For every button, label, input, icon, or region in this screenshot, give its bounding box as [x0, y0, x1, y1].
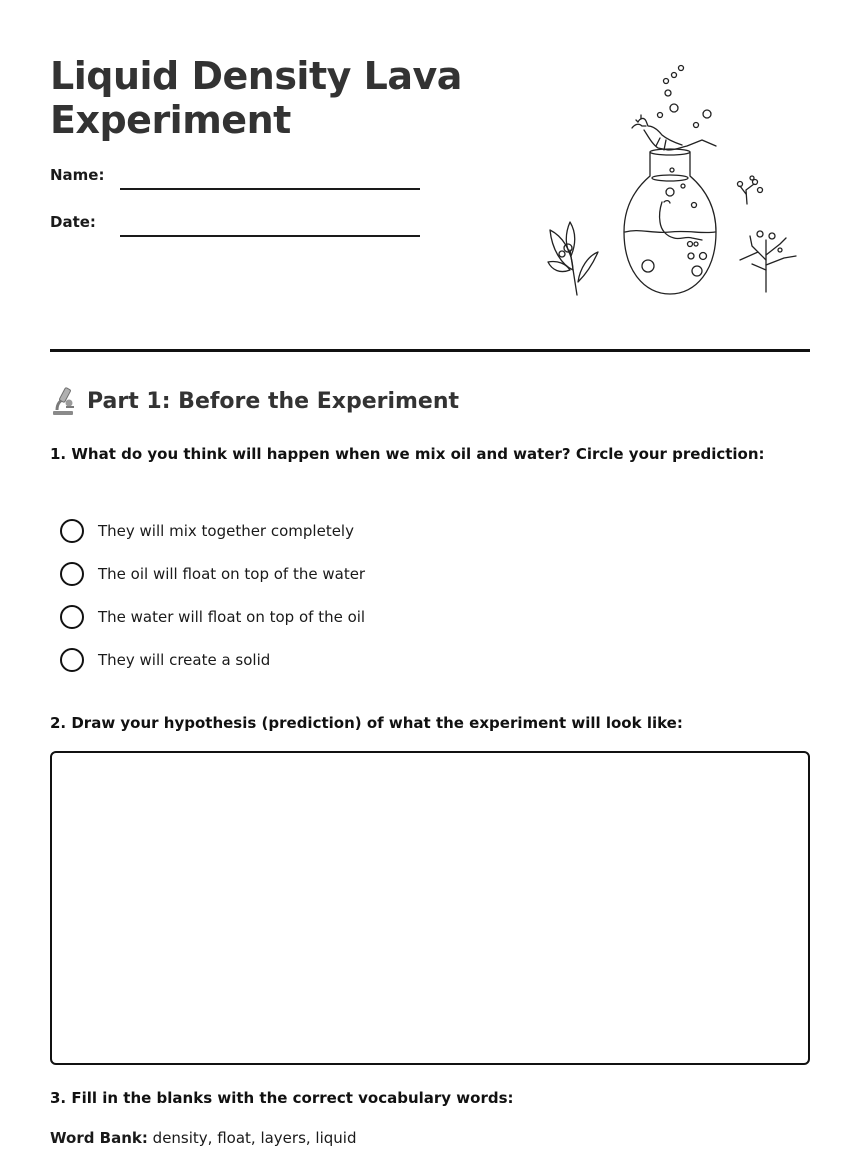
prediction-option[interactable]	[60, 595, 365, 638]
question-1: 1. What do you think will happen when we mix oil and water? Circle your prediction:	[50, 445, 765, 463]
question-3: 3. Fill in the blanks with the correct vocabulary words:	[50, 1089, 514, 1107]
title-line-1: Liquid Density Lava	[50, 54, 462, 98]
option-label: The oil will float on top of the water	[98, 564, 366, 583]
name-field[interactable]	[50, 166, 420, 196]
option-radio-circle[interactable]	[60, 605, 84, 629]
option-label: The water will float on top of the oil	[98, 607, 366, 626]
date-label: Date:	[50, 213, 96, 231]
part1-heading	[50, 386, 459, 416]
date-field[interactable]	[50, 213, 420, 243]
part1-heading-text: Part 1: Before the Experiment	[87, 388, 460, 414]
option-radio-circle[interactable]	[60, 562, 84, 586]
word-bank-words: density, float, layers, liquid	[152, 1129, 357, 1147]
name-label: Name:	[50, 166, 105, 184]
word-bank	[50, 1129, 356, 1147]
title-line-2: Experiment	[50, 98, 291, 142]
hypothesis-drawing-area[interactable]	[50, 751, 810, 1065]
microscope-icon	[50, 386, 77, 416]
option-radio-circle[interactable]	[60, 519, 84, 543]
name-write-line[interactable]	[120, 188, 420, 190]
option-label: They will mix together completely	[98, 521, 354, 540]
option-label: They will create a solid	[98, 650, 271, 669]
kangaroo-in-flask-illustration	[540, 60, 800, 300]
word-bank-label: Word Bank:	[50, 1129, 148, 1147]
prediction-option[interactable]	[60, 638, 365, 681]
date-write-line[interactable]	[120, 235, 420, 237]
header-divider	[50, 349, 810, 352]
page-title	[50, 54, 490, 142]
prediction-option[interactable]	[60, 509, 365, 552]
prediction-options	[60, 509, 365, 681]
option-radio-circle[interactable]	[60, 648, 84, 672]
question-2: 2. Draw your hypothesis (prediction) of what the experiment will look like:	[50, 714, 683, 732]
prediction-option[interactable]	[60, 552, 365, 595]
